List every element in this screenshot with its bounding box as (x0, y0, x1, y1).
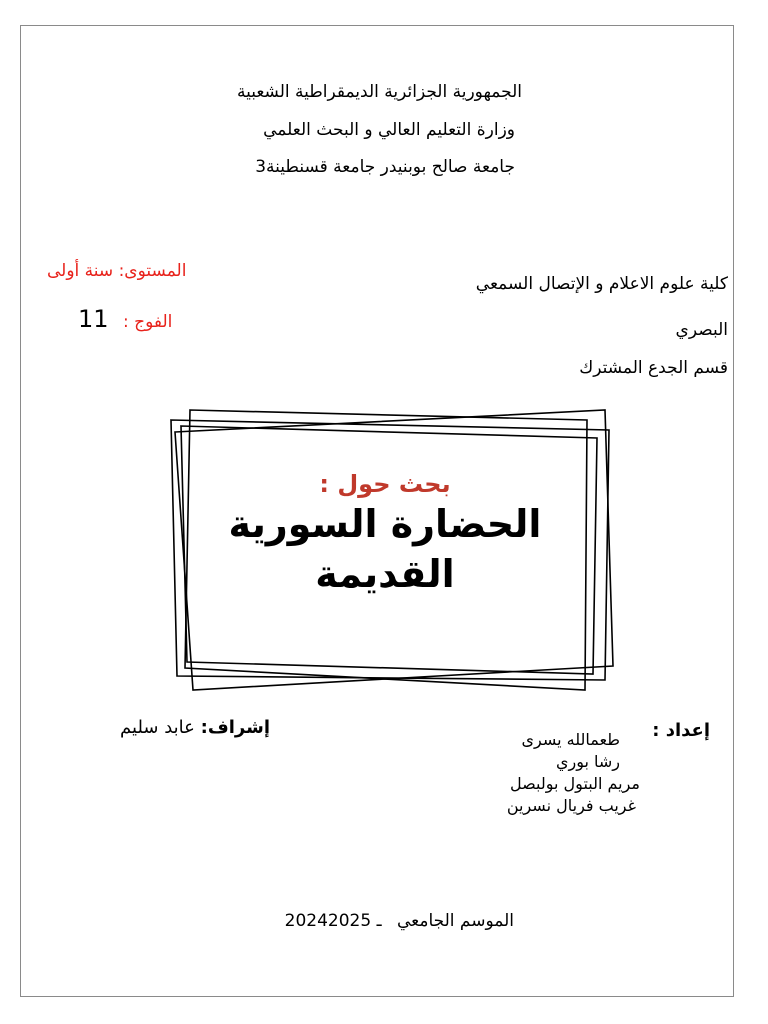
title-line1: الحضارة السورية (228, 502, 542, 546)
prepared-label: إعداد : (652, 720, 710, 741)
title-intro: بحث حول : (319, 470, 451, 498)
title-block (205, 470, 565, 598)
student-name-4: غريب فريال نسرين (506, 796, 636, 815)
supervision-label: إشراف: (200, 717, 270, 738)
footer-season (285, 911, 514, 931)
prepared-names (507, 729, 640, 817)
header-ministry: وزارة التعليم العالي و البحث العلمي (263, 120, 515, 140)
supervisor-name: عابد سليم (120, 717, 195, 738)
level-text: المستوى: سنة أولى (47, 261, 187, 281)
student-name-1: طعمالله يسرى (521, 730, 620, 749)
title-line2: القديمة (315, 552, 455, 596)
season-years: 2024ـ 2025 (284, 911, 382, 931)
student-name-2: رشا بوري (555, 752, 620, 771)
group-number: 11 (78, 305, 109, 333)
faculty-line2: البصري (675, 320, 728, 340)
header-university: جامعة صالح بوبنيدر جامعة قسنطينة3 (255, 157, 515, 177)
header-republic: الجمهورية الجزائرية الديمقراطية الشعبية (236, 82, 522, 102)
supervision (120, 717, 270, 738)
faculty-line1: كلية علوم الاعلام و الإتصال السمعي (475, 274, 728, 294)
group-label: الفوج : (123, 312, 173, 332)
department-text: قسم الجدع المشترك (579, 358, 728, 378)
student-name-3: مريم البتول بولبصل (510, 774, 640, 793)
season-label: الموسم الجامعي (396, 911, 514, 931)
